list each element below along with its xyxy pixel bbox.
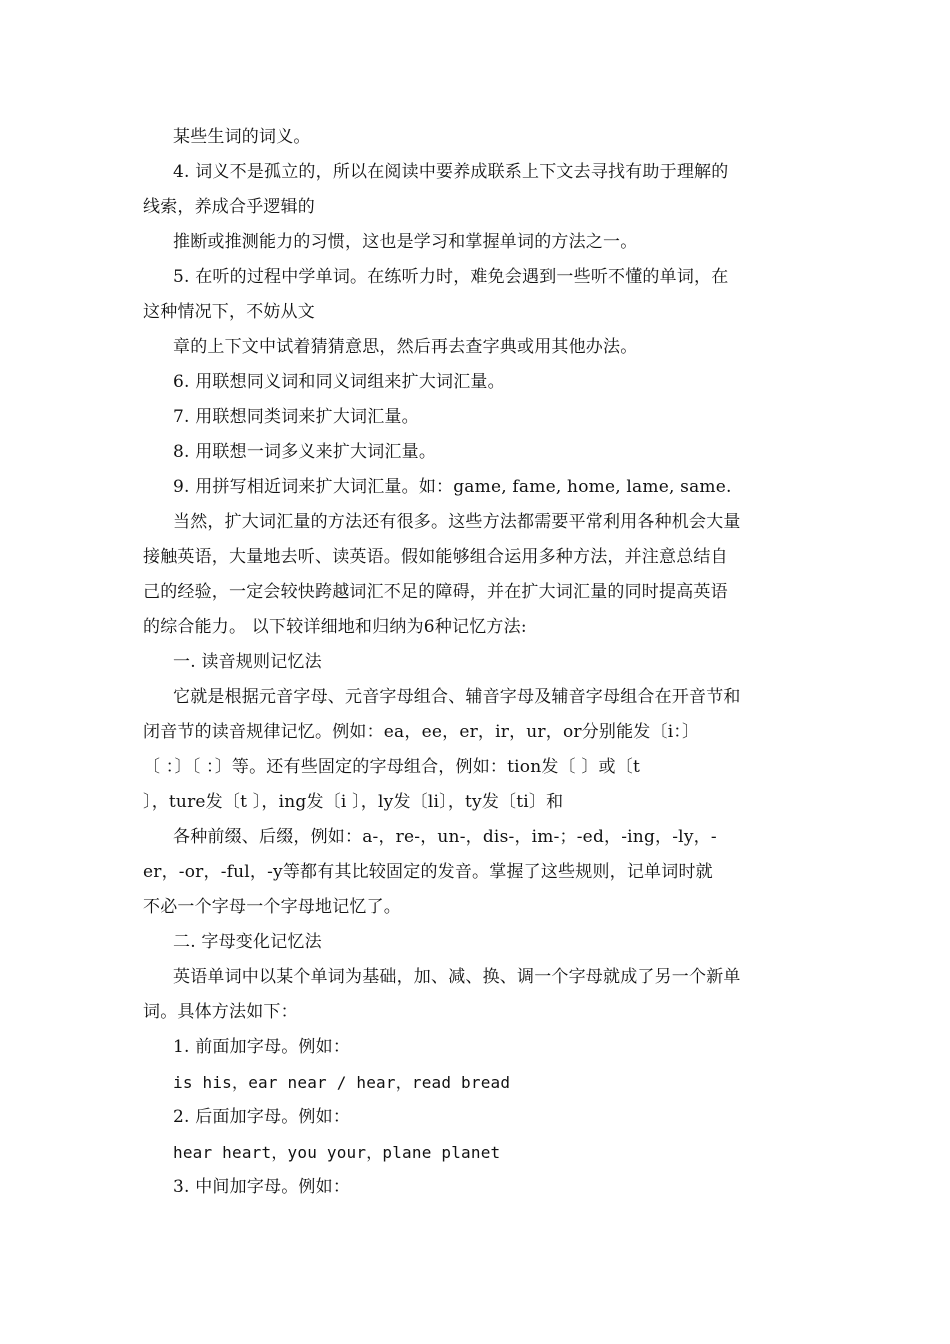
text-line: 英语单词中以某个单词为基础，加、减、换、调一个字母就成了另一个新单 bbox=[173, 967, 741, 987]
text-line: 推断或推测能力的习惯，这也是学习和掌握单词的方法之一。 bbox=[173, 232, 638, 252]
text-line: 4. 词义不是孤立的，所以在阅读中要养成联系上下文去寻找有助于理解的 bbox=[173, 162, 729, 182]
text-line: 7. 用联想同类词来扩大词汇量。 bbox=[173, 407, 419, 427]
text-line: 2. 后面加字母。例如： bbox=[173, 1107, 351, 1127]
text-line: 9. 用拼写相近词来扩大词汇量。如：game, fame, home, lame, same. bbox=[173, 477, 732, 497]
text-line: 〕，ture发〔t 〕，ing发〔i 〕，ly发〔li〕，ty发〔ti〕和 bbox=[143, 792, 564, 812]
text-line: 3. 中间加字母。例如： bbox=[173, 1177, 351, 1197]
text-line: 的综合能力。 以下较详细地和归纳为6种记忆方法: bbox=[143, 617, 527, 637]
text-line: 6. 用联想同义词和同义词组来扩大词汇量。 bbox=[173, 372, 505, 392]
text-line: 当然，扩大词汇量的方法还有很多。这些方法都需要平常利用各种机会大量 bbox=[173, 512, 741, 532]
text-line: 〔 ：〕〔 ：〕等。还有些固定的字母组合，例如：tion发〔 〕或〔t bbox=[143, 757, 640, 777]
text-line: 不必一个字母一个字母地记忆了。 bbox=[143, 897, 401, 917]
text-line: 闭音节的读音规律记忆。例如：ea，ee，er，ir，ur，or分别能发〔i：〕 bbox=[143, 722, 700, 742]
text-line: 这种情况下，不妨从文 bbox=[143, 302, 315, 322]
text-line: is his，ear near / hear，read bread bbox=[173, 1073, 511, 1092]
text-line: 5. 在听的过程中学单词。在练听力时，难免会遇到一些听不懂的单词，在 bbox=[173, 267, 729, 287]
text-line: 接触英语，大量地去听、读英语。假如能够组合运用多种方法，并注意总结自 bbox=[143, 547, 728, 567]
text-line: 它就是根据元音字母、元音字母组合、辅音字母及辅音字母组合在开音节和 bbox=[173, 687, 741, 707]
text-line: 章的上下文中试着猜猜意思，然后再去查字典或用其他办法。 bbox=[173, 337, 638, 357]
text-line: 某些生词的词义。 bbox=[173, 127, 311, 147]
text-line: 词。具体方法如下： bbox=[143, 1002, 298, 1022]
text-line: 各种前缀、后缀，例如：a-，re-，un-，dis-，im-；-ed，-ing，-ly，- bbox=[173, 827, 717, 847]
text-line: 己的经验，一定会较快跨越词汇不足的障碍，并在扩大词汇量的同时提高英语 bbox=[143, 582, 728, 602]
text-line: er，-or，-ful，-y等都有其比较固定的发音。掌握了这些规则，记单词时就 bbox=[143, 862, 713, 882]
text-line: hear heart，you your，plane planet bbox=[173, 1143, 501, 1162]
document-body bbox=[143, 120, 808, 1205]
text-line: 线索，养成合乎逻辑的 bbox=[143, 197, 315, 217]
text-line: 一. 读音规则记忆法 bbox=[173, 652, 322, 672]
text-line: 1. 前面加字母。例如： bbox=[173, 1037, 351, 1057]
text-line: 8. 用联想一词多义来扩大词汇量。 bbox=[173, 442, 437, 462]
text-line: 二. 字母变化记忆法 bbox=[173, 932, 322, 952]
